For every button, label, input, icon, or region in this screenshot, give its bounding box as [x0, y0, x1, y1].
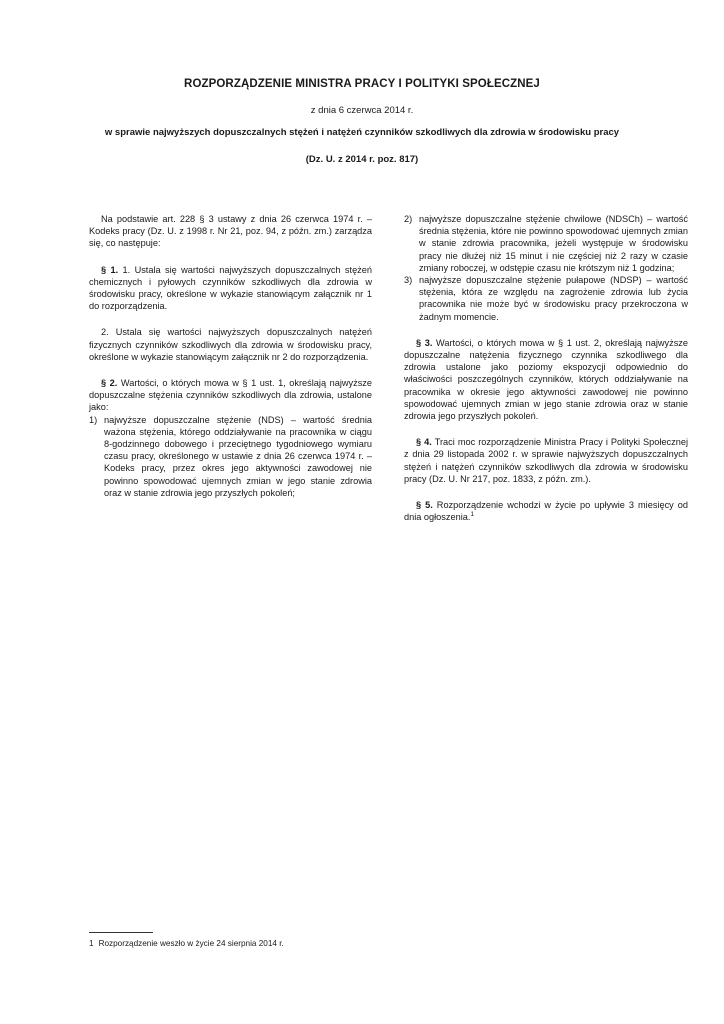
section-4-label: § 4.	[416, 437, 432, 448]
section-5-label: § 5.	[416, 500, 433, 511]
right-column	[404, 213, 688, 537]
footnote-number: 1	[89, 939, 94, 948]
section-2-text: Wartości, o których mowa w § 1 ust. 1, określają najwyższe dopuszczalne stężenia czynników szkodliwych dla zdrowia, ustalone jako:	[89, 378, 372, 413]
footnote-text: Rozporządzenie weszło w życie 24 sierpnia 2014 r.	[98, 939, 284, 948]
section-1-text: 1. Ustala się wartości najwyższych dopuszczalnych stężeń chemicznych i pyłowych czynników szkodliwych dla zdrowia w środowisku pracy, określone w wykazie stanowiącym załącznik nr 1 do rozporządzenia.	[89, 264, 372, 312]
section-2-list-continued	[404, 213, 688, 323]
section-3-text: Wartości, o których mowa w § 1 ust. 2, określają najwyższe dopuszczalne natężenia fizycznego czynnika szkodliwego dla zdrowia ustalone jako poziomy ekspozycji odpowiednio do właściwości poszczególnych czynników, których oddziaływanie na pracownika w okresie jego aktywności zawodowej nie powinno spowodować ujemnych zmian w jego stanie zdrowia oraz w stanie zdrowia jego przyszłych pokoleń.	[404, 337, 688, 422]
list-item-ndsch	[404, 213, 688, 274]
section-1-paragraph-1	[89, 264, 372, 313]
footnote	[89, 939, 284, 948]
list-item-number: 2)	[404, 214, 413, 224]
list-item-ndsp	[404, 274, 688, 323]
intro-paragraph: Na podstawie art. 228 § 3 ustawy z dnia 26 czerwca 1974 r. – Kodeks pracy (Dz. U. z 1998 r. Nr 21, poz. 94, z późn. zm.) zarządza się, co następuje:	[89, 214, 372, 249]
section-2-paragraph	[89, 377, 372, 414]
left-column	[89, 213, 372, 513]
document-title: ROZPORZĄDZENIE MINISTRA PRACY I POLITYKI SPOŁECZNEJ	[184, 78, 540, 90]
section-1-paragraph-2: 2. Ustala się wartości najwyższych dopuszczalnych natężeń fizycznych czynników szkodliwych dla zdrowia w środowisku pracy, określone w wykazie stanowiącym załącznik nr 2 do rozporządzenia.	[89, 327, 372, 362]
journal-reference: (Dz. U. z 2014 r. poz. 817)	[305, 154, 419, 165]
section-2-list	[89, 414, 372, 499]
section-5-paragraph	[404, 499, 688, 523]
footnote-divider	[89, 932, 153, 933]
section-3-label: § 3.	[416, 337, 433, 348]
document-subject: w sprawie najwyższych dopuszczalnych stężeń i natężeń czynników szkodliwych dla zdrowia w środowisku pracy	[104, 127, 620, 138]
footnote-reference[interactable]: 1	[470, 511, 475, 519]
document-date: z dnia 6 czerwca 2014 r.	[310, 105, 414, 116]
list-item-text: najwyższe dopuszczalne stężenie (NDS) – wartość średnia ważona stężenia, którego oddziaływanie na pracownika w ciągu 8-godzinnego dobowego i przeciętnego tygodniowego wymiaru czasu pracy, określonego w ustawie z dnia 26 czerwca 1974 r. – Kodeks pracy, przez okres jego aktywności zawodowej nie powinno spowodować ujemnych zmian w jego stanie zdrowia oraz w stanie zdrowia jego przyszłych pokoleń;	[104, 414, 372, 498]
list-item-number: 1)	[89, 414, 98, 425]
section-4-paragraph	[404, 436, 688, 485]
section-4-text: Traci moc rozporządzenie Ministra Pracy i Polityki Społecznej z dnia 29 listopada 2002 r. w sprawie najwyższych dopuszczalnych stężeń i natężeń czynników szkodliwych dla zdrowia w środowisku pracy (Dz. U. Nr 217, poz. 1833, z późn. zm.).	[404, 437, 688, 484]
section-1-label: § 1.	[101, 264, 119, 275]
list-item-text: najwyższe dopuszczalne stężenie pułapowe (NDSP) – wartość stężenia, która ze względu na zagrożenie zdrowia lub życia pracownika nie może być w środowisku pracy przekroczona w żadnym momencie.	[419, 275, 688, 322]
list-item-nds	[89, 414, 372, 499]
section-3-paragraph	[404, 337, 688, 422]
section-2-label: § 2.	[101, 378, 118, 389]
list-item-number: 3)	[404, 275, 413, 286]
list-item-text: najwyższe dopuszczalne stężenie chwilowe (NDSCh) – wartość średnia stężenia, które nie powinno spowodować ujemnych zmian w stanie zdrowia pracownika, jeżeli występuje w środowisku pracy nie dłużej niż 15 minut i nie częściej niż 2 razy w czasie zmiany roboczej, w odstępie czasu nie krótszym niż 1 godzina;	[419, 214, 688, 273]
section-5-text: Rozporządzenie wchodzi w życie po upływie 3 miesięcy od dnia ogłoszenia.	[404, 500, 688, 523]
